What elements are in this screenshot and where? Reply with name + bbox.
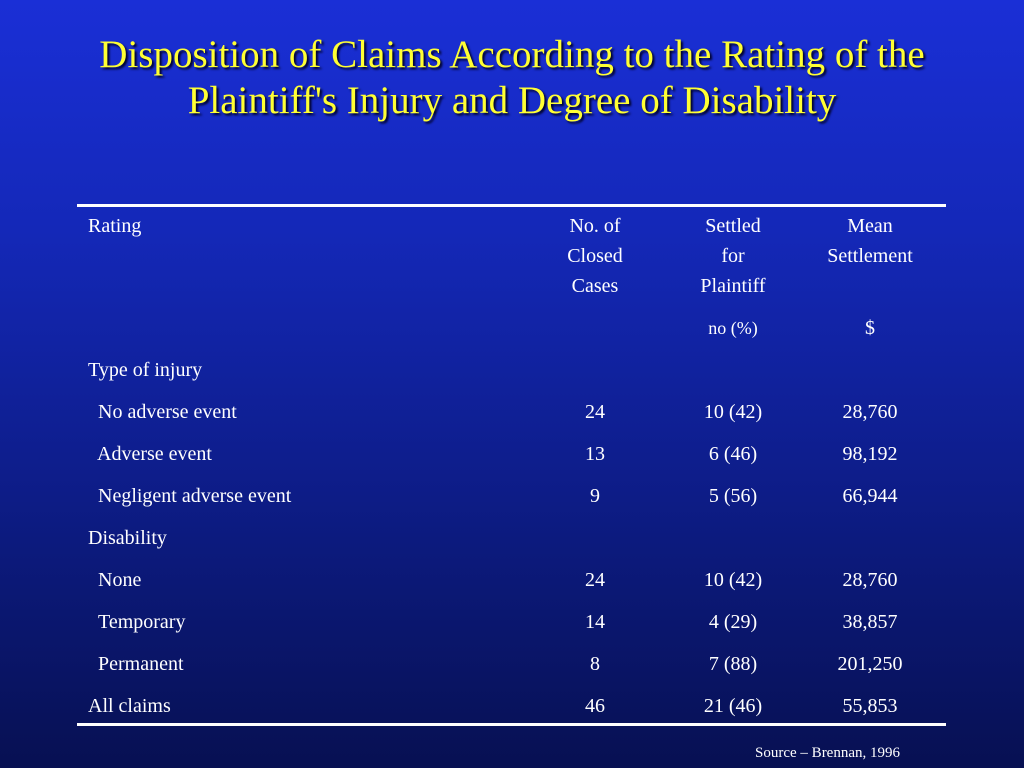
row-mean: 201,250 — [837, 653, 903, 675]
total-cases: 46 — [585, 695, 605, 717]
row-label: No adverse event — [98, 401, 237, 423]
table-top-rule — [77, 204, 946, 207]
header-mean-line-1: Mean — [847, 215, 893, 237]
row-mean: 66,944 — [842, 485, 898, 507]
total-label: All claims — [88, 695, 171, 717]
row-mean: 98,192 — [842, 443, 898, 465]
row-mean: 38,857 — [842, 611, 898, 633]
header-rating: Rating — [88, 215, 142, 237]
row-settled: 7 (88) — [708, 653, 758, 675]
row-mean: 28,760 — [842, 569, 898, 591]
row-label: Adverse event — [97, 443, 212, 465]
table-bottom-rule — [77, 723, 946, 726]
total-mean: 55,853 — [842, 695, 898, 717]
header-settled-for-plaintiff — [673, 211, 793, 301]
row-label: Permanent — [98, 653, 184, 675]
total-settled: 21 (46) — [703, 695, 763, 717]
row-settled: 10 (42) — [703, 569, 763, 591]
row-settled: 4 (29) — [708, 611, 758, 633]
row-cases: 9 — [590, 485, 600, 507]
source-citation: Source – Brennan, 1996 — [755, 745, 900, 761]
section-label-disability: Disability — [88, 527, 167, 549]
row-settled: 5 (56) — [708, 485, 758, 507]
row-mean: 28,760 — [842, 401, 898, 423]
header-closed-cases-line-3: Cases — [571, 275, 619, 297]
header-closed-cases-line-2: Closed — [567, 245, 623, 267]
row-cases: 13 — [585, 443, 605, 465]
header-closed-cases-line-1: No. of — [569, 215, 621, 237]
header-settled-line-1: Settled — [705, 215, 761, 237]
header-mean-settlement — [810, 211, 930, 271]
row-cases: 24 — [585, 569, 605, 591]
section-label-type-of-injury: Type of injury — [88, 359, 203, 381]
row-label: None — [98, 569, 142, 591]
header-settled-line-2: for — [721, 245, 745, 267]
unit-settled: no (%) — [708, 318, 758, 338]
row-label: Temporary — [98, 611, 186, 633]
unit-mean: $ — [865, 317, 875, 339]
header-mean-line-2: Settlement — [827, 245, 913, 267]
header-closed-cases — [535, 211, 655, 301]
slide-title: Disposition of Claims According to the Rating of the Plaintiff's Injury and Degree of Disability — [99, 33, 925, 122]
row-cases: 14 — [585, 611, 605, 633]
row-label: Negligent adverse event — [98, 485, 292, 507]
row-cases: 8 — [590, 653, 600, 675]
row-settled: 10 (42) — [703, 401, 763, 423]
header-settled-line-3: Plaintiff — [700, 275, 766, 297]
row-settled: 6 (46) — [708, 443, 758, 465]
row-cases: 24 — [585, 401, 605, 423]
